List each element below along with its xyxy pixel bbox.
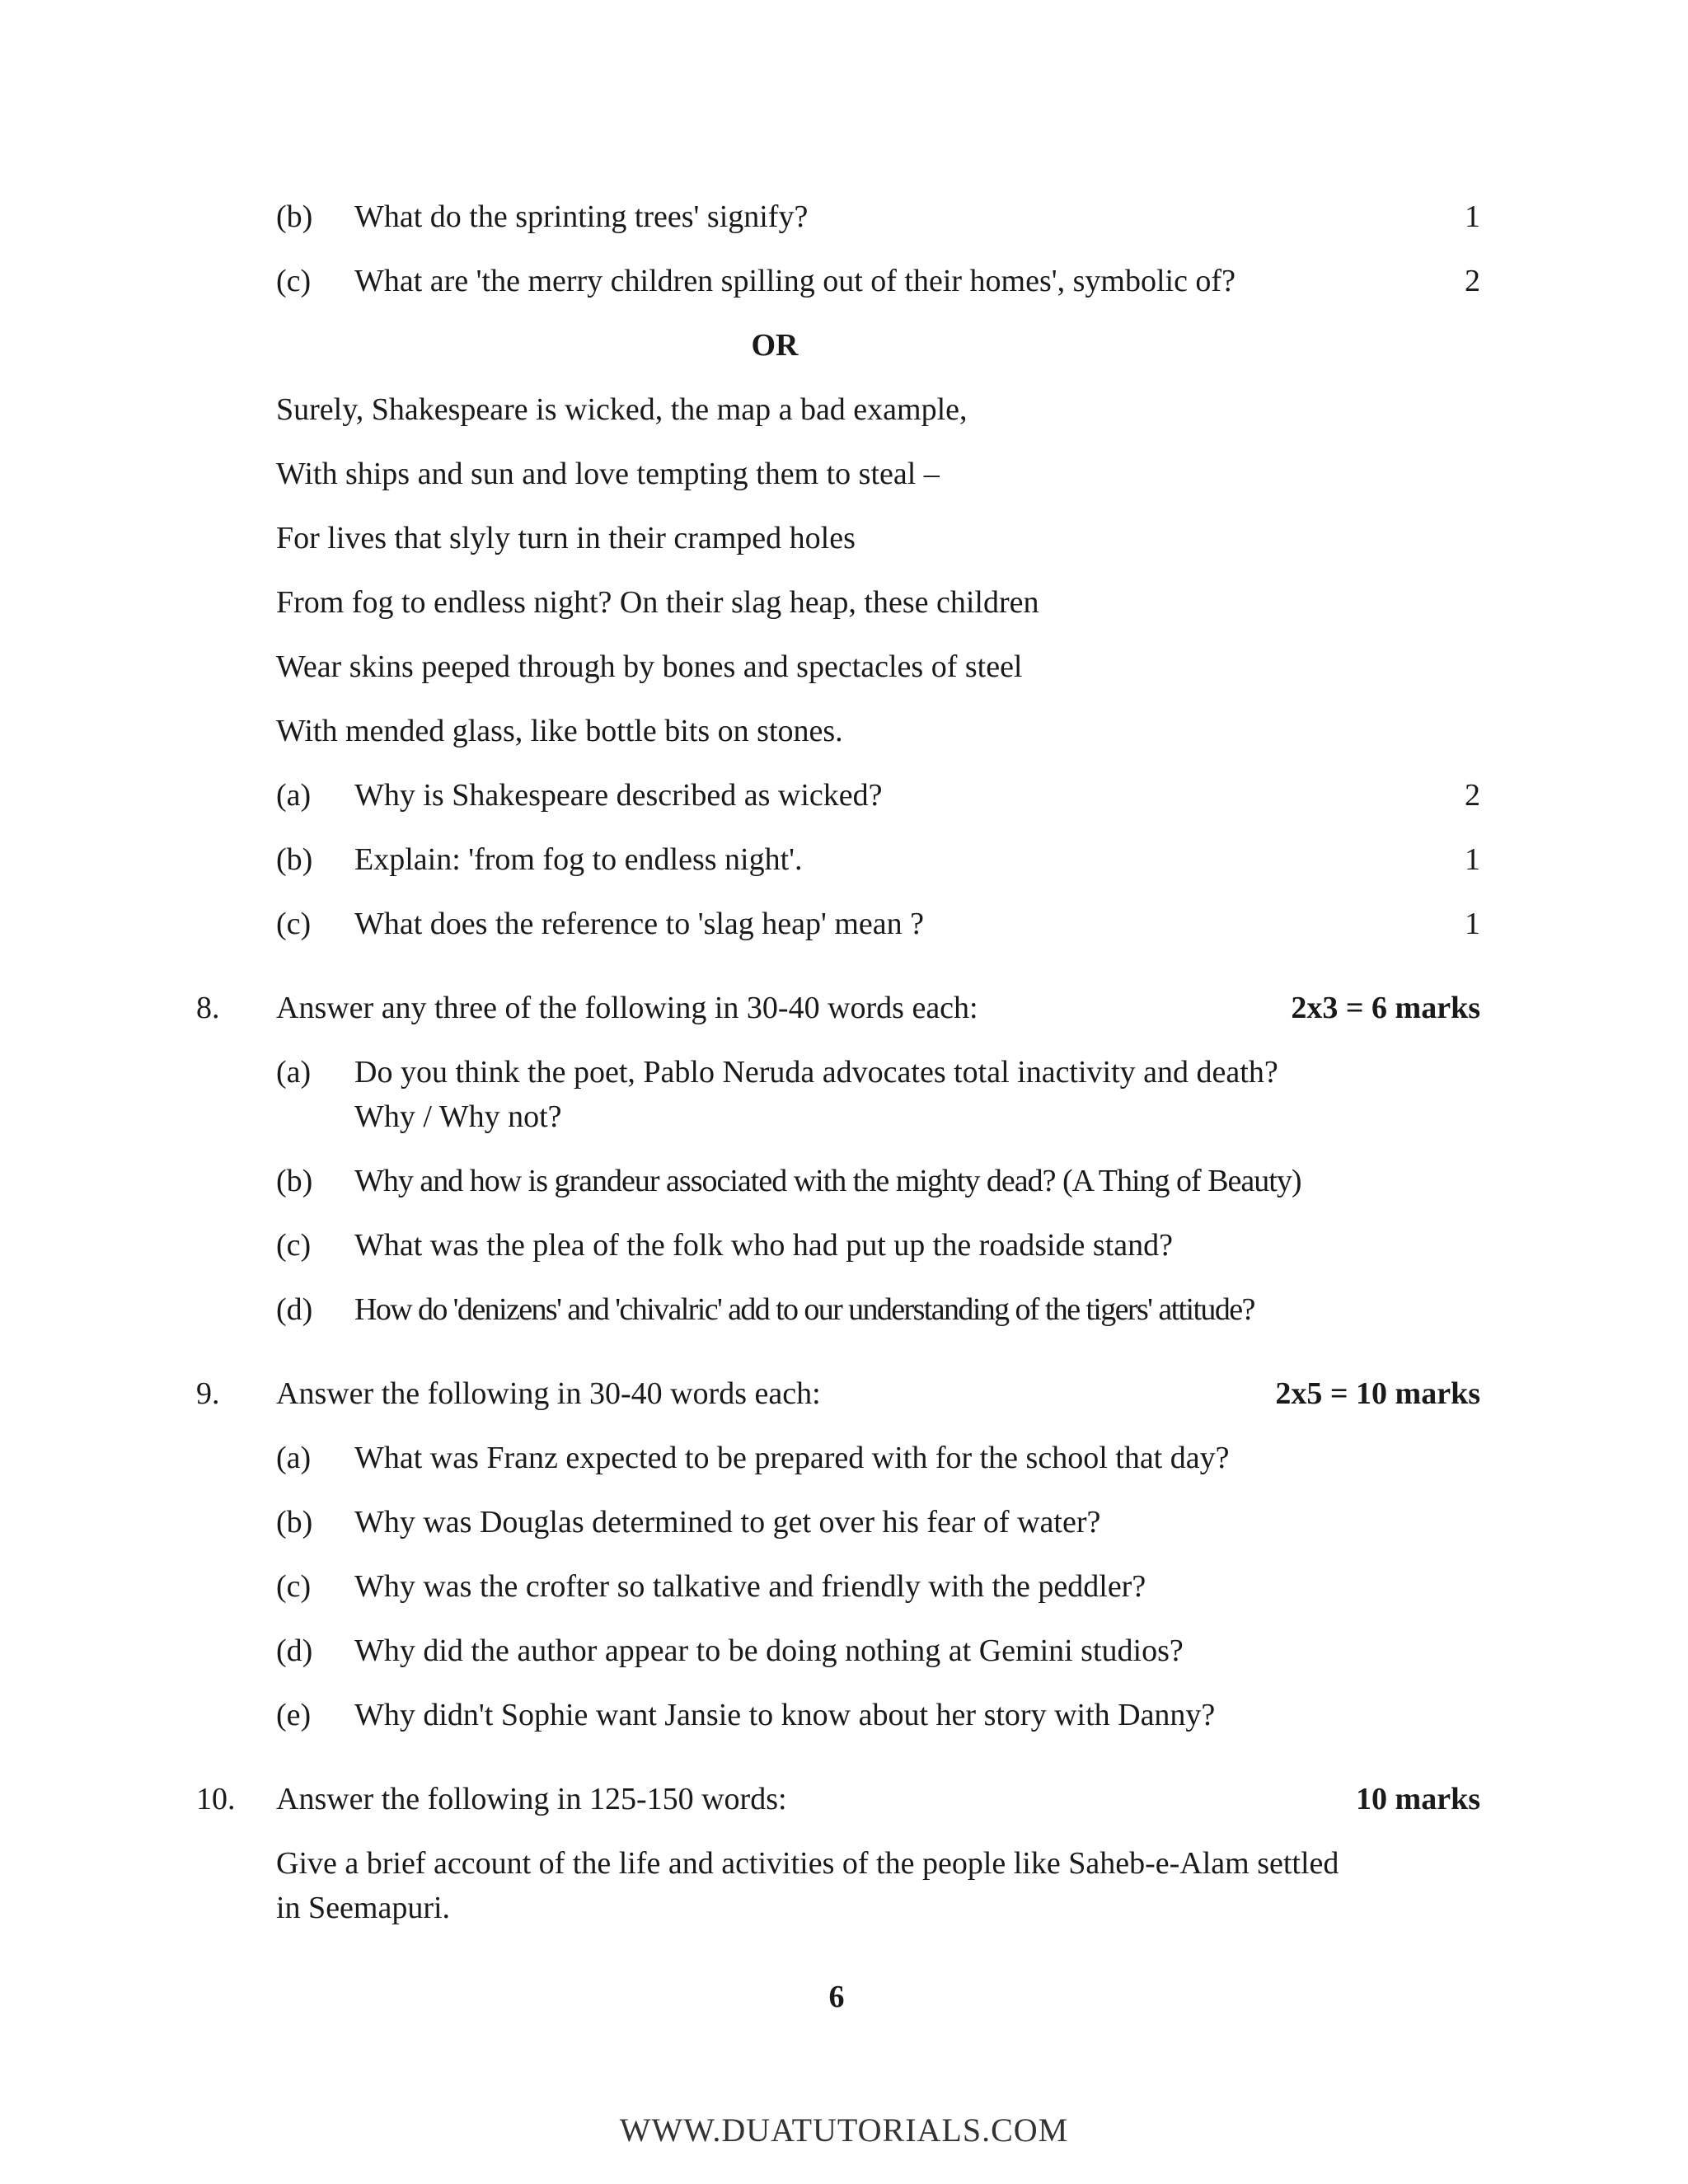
question-marks: 10 marks bbox=[1356, 1782, 1480, 1816]
poem-line: For lives that slyly turn in their cramped holes bbox=[276, 521, 856, 555]
item-marks: 1 bbox=[1465, 842, 1480, 877]
item-label: (e) bbox=[276, 1698, 312, 1732]
item-label: (a) bbox=[276, 778, 312, 813]
question-stem: Answer the following in 30-40 words each: bbox=[276, 1376, 821, 1411]
item-label: (c) bbox=[276, 907, 312, 941]
item-marks: 1 bbox=[1465, 907, 1480, 941]
poem-line: With ships and sun and love tempting them to steal – bbox=[276, 457, 940, 491]
item-label: (b) bbox=[276, 842, 313, 877]
poem-line: Wear skins peeped through by bones and spectacles of steel bbox=[276, 649, 1023, 684]
item-marks: 2 bbox=[1465, 264, 1480, 298]
item-text: Why did the author appear to be doing nothing at Gemini studios? bbox=[354, 1633, 1184, 1668]
poem-line: With mended glass, like bottle bits on stones. bbox=[276, 714, 843, 748]
item-text: What does the reference to 'slag heap' mean ? bbox=[354, 907, 925, 941]
item-text: Explain: 'from fog to endless night'. bbox=[354, 842, 803, 877]
poem-line: From fog to endless night? On their slag heap, these children bbox=[276, 585, 1039, 620]
item-label: (c) bbox=[276, 264, 312, 298]
question-number: 9. bbox=[196, 1376, 220, 1411]
item-label: (b) bbox=[276, 1505, 313, 1540]
item-text: What was the plea of the folk who had put up the roadside stand? bbox=[354, 1228, 1173, 1263]
item-text: Why didn't Sophie want Jansie to know about her story with Danny? bbox=[354, 1698, 1216, 1732]
question-body: Give a brief account of the life and activities of the people like Saheb-e-Alam settled bbox=[276, 1846, 1339, 1881]
item-marks: 1 bbox=[1465, 199, 1480, 234]
item-text: Why was the crofter so talkative and friendly with the peddler? bbox=[354, 1569, 1146, 1604]
item-text: Why and how is grandeur associated with the mighty dead? (A Thing of Beauty) bbox=[354, 1164, 1301, 1198]
item-text: Why is Shakespeare described as wicked? bbox=[354, 778, 883, 813]
item-text: What are 'the merry children spilling out of their homes', symbolic of? bbox=[354, 264, 1236, 298]
question-body-line-2: in Seemapuri. bbox=[276, 1891, 451, 1925]
item-label: (a) bbox=[276, 1441, 312, 1475]
question-number: 10. bbox=[196, 1782, 236, 1816]
footer-url: WWW.DUATUTORIALS.COM bbox=[619, 2111, 1069, 2149]
page-number: 6 bbox=[828, 1980, 845, 2014]
item-text: Do you think the poet, Pablo Neruda advocates total inactivity and death? bbox=[354, 1055, 1278, 1090]
item-label: (b) bbox=[276, 1164, 313, 1198]
item-marks: 2 bbox=[1465, 778, 1480, 813]
item-text: How do 'denizens' and 'chivalric' add to our understanding of the tigers' attitude? bbox=[354, 1292, 1254, 1327]
item-text: What was Franz expected to be prepared with for the school that day? bbox=[354, 1441, 1230, 1475]
poem-line: Surely, Shakespeare is wicked, the map a bad example, bbox=[276, 392, 968, 427]
item-label: (d) bbox=[276, 1292, 313, 1327]
question-number: 8. bbox=[196, 991, 220, 1025]
item-label: (a) bbox=[276, 1055, 312, 1090]
item-label: (c) bbox=[276, 1228, 312, 1263]
question-stem: Answer the following in 125-150 words: bbox=[276, 1782, 787, 1816]
item-text-line-2: Why / Why not? bbox=[354, 1099, 562, 1134]
or-divider: OR bbox=[751, 328, 799, 363]
question-marks: 2x5 = 10 marks bbox=[1275, 1376, 1480, 1411]
question-marks: 2x3 = 6 marks bbox=[1291, 991, 1480, 1025]
item-label: (d) bbox=[276, 1633, 313, 1668]
item-label: (c) bbox=[276, 1569, 312, 1604]
item-text: What do the sprinting trees' signify? bbox=[354, 199, 809, 234]
question-stem: Answer any three of the following in 30-40 words each: bbox=[276, 991, 978, 1025]
item-text: Why was Douglas determined to get over his fear of water? bbox=[354, 1505, 1101, 1540]
item-label: (b) bbox=[276, 199, 313, 234]
